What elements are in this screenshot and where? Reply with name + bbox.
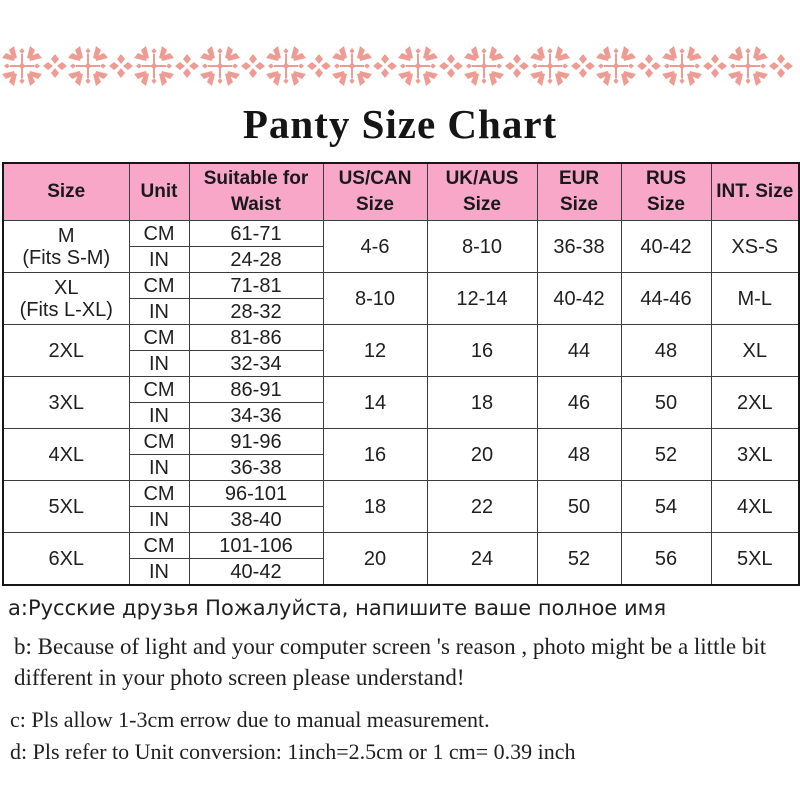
table-row (3, 377, 799, 403)
cell-size (3, 429, 129, 481)
cell-uk-aus: 12-14 (427, 273, 537, 325)
col-header-rus (621, 163, 711, 221)
size-label: 6XL (48, 547, 85, 570)
table-row (3, 481, 799, 507)
cell-us-can: 20 (323, 533, 427, 586)
cell-waist-in: 38-40 (189, 507, 323, 533)
cell-rus: 54 (621, 481, 711, 533)
cell-eur: 52 (537, 533, 621, 586)
header-line: UK/AUS (445, 168, 519, 190)
cell-uk-aus: 18 (427, 377, 537, 429)
snowflake-icon (2, 46, 42, 86)
cell-us-can: 4-6 (323, 221, 427, 273)
cell-waist-cm: 101-106 (189, 533, 323, 559)
cell-int: 2XL (711, 377, 799, 429)
header-line: Size (47, 181, 86, 203)
cell-waist-in: 36-38 (189, 455, 323, 481)
diamond-cluster-icon (769, 54, 793, 78)
size-label: 4XL (48, 443, 85, 466)
cell-unit-in: IN (129, 299, 189, 325)
cell-waist-cm: 71-81 (189, 273, 323, 299)
cell-eur: 44 (537, 325, 621, 377)
header-line: US/CAN (338, 168, 412, 190)
cell-unit-in: IN (129, 403, 189, 429)
cell-unit-cm: CM (129, 481, 189, 507)
cell-size (3, 533, 129, 586)
snowflake-icon (134, 46, 174, 86)
table-row (3, 221, 799, 247)
cell-uk-aus: 8-10 (427, 221, 537, 273)
cell-size (3, 325, 129, 377)
cell-size (3, 377, 129, 429)
cell-rus: 48 (621, 325, 711, 377)
header-line: Size (355, 194, 395, 215)
cell-waist-in: 32-34 (189, 351, 323, 377)
snowflake-icon (464, 46, 504, 86)
cell-waist-in: 28-32 (189, 299, 323, 325)
col-header-eur (537, 163, 621, 221)
diamond-cluster-icon (703, 54, 727, 78)
table-row (3, 533, 799, 559)
cell-size (3, 481, 129, 533)
header-line: INT. Size (716, 181, 794, 203)
cell-unit-cm: CM (129, 273, 189, 299)
cell-rus: 52 (621, 429, 711, 481)
size-label: 2XL (48, 339, 85, 362)
cell-waist-in: 40-42 (189, 559, 323, 586)
cell-unit-in: IN (129, 455, 189, 481)
header-line: Suitable for (203, 168, 309, 190)
ornament-border (0, 40, 800, 92)
header-line: Size (462, 194, 502, 215)
cell-waist-in: 24-28 (189, 247, 323, 273)
table-row (3, 429, 799, 455)
diamond-cluster-icon (307, 54, 331, 78)
col-header-size (3, 163, 129, 221)
size-label: 5XL (48, 495, 85, 518)
col-header-us-can (323, 163, 427, 221)
size-fits-label: (Fits L-XL) (19, 298, 113, 321)
cell-waist-cm: 86-91 (189, 377, 323, 403)
snowflake-icon (530, 46, 570, 86)
snowflake-icon (662, 46, 702, 86)
cell-us-can: 16 (323, 429, 427, 481)
col-header-waist (189, 163, 323, 221)
snowflake-icon (728, 46, 768, 86)
diamond-cluster-icon (505, 54, 529, 78)
cell-uk-aus: 20 (427, 429, 537, 481)
cell-int: 4XL (711, 481, 799, 533)
table-row (3, 325, 799, 351)
header-line: Size (646, 194, 686, 215)
snowflake-icon (398, 46, 438, 86)
cell-int: 5XL (711, 533, 799, 586)
cell-waist-cm: 96-101 (189, 481, 323, 507)
col-header-uk-aus (427, 163, 537, 221)
page-title: Panty Size Chart (242, 101, 558, 147)
cell-int: 3XL (711, 429, 799, 481)
cell-int: XS-S (711, 221, 799, 273)
diamond-cluster-icon (43, 54, 67, 78)
cell-us-can: 8-10 (323, 273, 427, 325)
cell-eur: 48 (537, 429, 621, 481)
diamond-cluster-icon (571, 54, 595, 78)
note-color-disclaimer: b: Because of light and your computer screen 's reason , photo might be a little bit different in your photo screen please understand! (14, 634, 767, 690)
cell-uk-aus: 22 (427, 481, 537, 533)
cell-eur: 46 (537, 377, 621, 429)
cell-waist-cm: 81-86 (189, 325, 323, 351)
cell-unit-in: IN (129, 247, 189, 273)
diamond-cluster-icon (373, 54, 397, 78)
size-label: M (57, 224, 75, 247)
header-line: Unit (140, 181, 178, 203)
cell-rus: 56 (621, 533, 711, 586)
cell-rus: 40-42 (621, 221, 711, 273)
cell-waist-cm: 61-71 (189, 221, 323, 247)
col-header-unit (129, 163, 189, 221)
cell-us-can: 18 (323, 481, 427, 533)
cell-unit-in: IN (129, 559, 189, 586)
snowflake-icon (200, 46, 240, 86)
snowflake-icon (266, 46, 306, 86)
size-label: XL (54, 276, 79, 299)
col-header-int (711, 163, 799, 221)
header-line: RUS (645, 168, 687, 190)
cell-waist-cm: 91-96 (189, 429, 323, 455)
cell-eur: 40-42 (537, 273, 621, 325)
cell-eur: 50 (537, 481, 621, 533)
snowflake-icon (596, 46, 636, 86)
cell-unit-cm: CM (129, 429, 189, 455)
cell-rus: 44-46 (621, 273, 711, 325)
snowflake-icon (68, 46, 108, 86)
header-line: EUR (558, 168, 600, 190)
size-chart-table (2, 162, 800, 586)
size-label: 3XL (48, 391, 85, 414)
cell-unit-cm: CM (129, 533, 189, 559)
table-row (3, 273, 799, 299)
cell-unit-cm: CM (129, 377, 189, 403)
cell-uk-aus: 16 (427, 325, 537, 377)
cell-size (3, 273, 129, 325)
cell-rus: 50 (621, 377, 711, 429)
cell-uk-aus: 24 (427, 533, 537, 586)
diamond-cluster-icon (175, 54, 199, 78)
cell-int: XL (711, 325, 799, 377)
diamond-cluster-icon (439, 54, 463, 78)
diamond-cluster-icon (637, 54, 661, 78)
cell-eur: 36-38 (537, 221, 621, 273)
cell-waist-in: 34-36 (189, 403, 323, 429)
cell-unit-cm: CM (129, 325, 189, 351)
cell-unit-in: IN (129, 351, 189, 377)
diamond-cluster-icon (109, 54, 133, 78)
cell-size (3, 221, 129, 273)
note-unit-conversion: d: Pls refer to Unit conversion: 1inch=2.5cm or 1 cm= 0.39 inch (10, 739, 576, 765)
header-line: Waist (231, 194, 281, 215)
note-russian: a:Русские друзья Пожалуйста, напишите ваше полное имя (8, 596, 667, 620)
header-row (3, 163, 799, 221)
cell-unit-cm: CM (129, 221, 189, 247)
snowflake-icon (332, 46, 372, 86)
header-line: Size (559, 194, 599, 215)
note-measurement: c: Pls allow 1-3cm errow due to manual measurement. (10, 707, 490, 733)
cell-us-can: 14 (323, 377, 427, 429)
cell-us-can: 12 (323, 325, 427, 377)
diamond-cluster-icon (241, 54, 265, 78)
cell-unit-in: IN (129, 507, 189, 533)
cell-int: M-L (711, 273, 799, 325)
notes-section (8, 596, 792, 765)
size-fits-label: (Fits S-M) (22, 246, 111, 269)
